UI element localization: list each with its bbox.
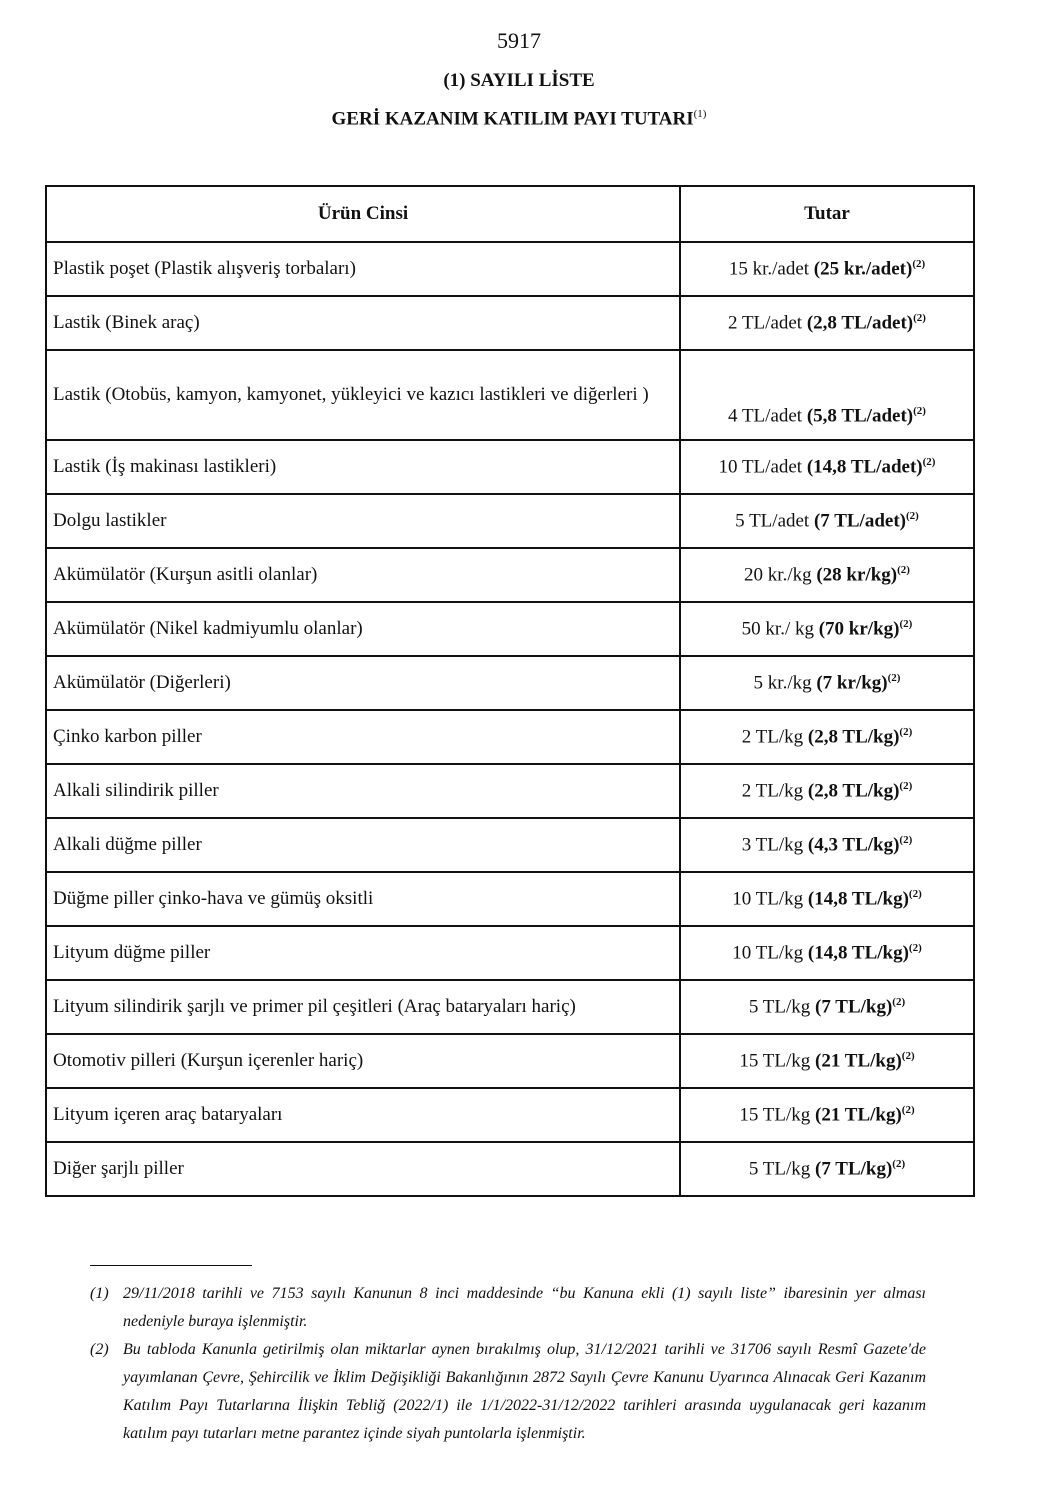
table-row [46,710,974,764]
updated-amount: (14,8 TL/kg) [807,942,909,964]
base-amount: 2 TL/kg [741,780,804,802]
base-amount: 3 TL/kg [741,834,804,856]
updated-amount: (7 kr/kg) [816,672,888,694]
amount-cell [680,548,974,602]
product-type-cell: Akümülatör (Diğerleri) [46,656,680,710]
footnote-ref: (2) [913,404,926,417]
updated-amount: (4,3 TL/kg) [807,834,900,856]
amount-cell [680,296,974,350]
product-type-cell: Düğme piller çinko-hava ve gümüş oksitli [46,872,680,926]
amount-cell [680,710,974,764]
amount-cell [680,1034,974,1088]
table-row [46,242,974,296]
table-row [46,926,974,980]
table-row [46,872,974,926]
amount-cell [680,926,974,980]
footnote-ref: (2) [901,1049,915,1062]
footnote-text: Bu tabloda Kanunla getirilmiş olan miktarlar aynen bırakılmış olup, 31/12/2021 tarihli ve 31706 sayılı Resmî Gazete'de yayımlanan Çevre, Şehircilik ve İklim Değişikliği Bakanlığının 2872 Sayılı Çevre Kanunu Uyarınca Alınacak Geri Kazanım Katılım Payı Tutarlarına İlişkin Tebliğ (2022/1) ile 1/1/2022-31/12/2022 tarihleri arasında uygulanacak geri kazanım katılım payı tutarları metne parantez içinde siyah puntolarla işlenmiştir. [123,1341,926,1442]
footnote-ref: (2) [892,1157,906,1170]
product-type-cell: Otomotiv pilleri (Kurşun içerenler hariç) [46,1034,680,1088]
base-amount: 10 TL/kg [732,942,804,964]
footnote-ref: (2) [913,311,926,324]
product-type-cell: Lastik (İş makinası lastikleri) [46,440,680,494]
updated-amount: (2,8 TL/adet) [806,312,914,334]
base-amount: 2 TL/adet [728,312,803,334]
footnote-1 [90,1280,926,1336]
table-row [46,818,974,872]
product-type-cell: Plastik poşet (Plastik alışveriş torbaları) [46,242,680,296]
product-type-cell: Lastik (Binek araç) [46,296,680,350]
table-row [46,1034,974,1088]
updated-amount: (7 TL/adet) [813,510,906,532]
base-amount: 50 kr./ kg [741,618,814,640]
footnote-ref: (2) [912,257,926,270]
amount-cell [680,980,974,1034]
base-amount: 15 kr./adet [728,258,810,280]
footnote-ref: (2) [908,887,922,900]
product-type-cell: Akümülatör (Nikel kadmiyumlu olanlar) [46,602,680,656]
table-row [46,494,974,548]
footnote-ref: (2) [908,941,922,954]
product-type-cell: Alkali düğme piller [46,818,680,872]
footnote-divider [90,1265,252,1266]
table-body [46,242,974,1196]
table-row [46,296,974,350]
base-amount: 4 TL/adet [728,405,803,426]
product-type-cell: Akümülatör (Kurşun asitli olanlar) [46,548,680,602]
updated-amount: (21 TL/kg) [815,1104,902,1126]
footnote-ref: (2) [897,563,910,576]
updated-amount: (7 TL/kg) [815,996,893,1018]
base-amount: 20 kr./kg [744,564,812,586]
list-title: (1) SAYILI LİSTE [443,70,595,91]
base-amount: 15 TL/kg [739,1104,811,1126]
footnote-2 [90,1336,926,1448]
document-title-footnote-ref: (1) [693,108,707,120]
product-type-cell: Alkali silindirik piller [46,764,680,818]
table-row [46,1142,974,1196]
amount-cell [680,1088,974,1142]
header-product-type: Ürün Cinsi [46,186,680,242]
base-amount: 5 kr./kg [753,672,812,694]
footnote-ref: (2) [899,617,913,630]
table-row [46,548,974,602]
footnote-ref: (2) [887,671,901,684]
footnote-ref: (2) [899,833,913,846]
footnote-text: 29/11/2018 tarihli ve 7153 sayılı Kanunun 8 inci maddesinde “bu Kanuna ekli (1) sayılı liste” ibaresinin yer alması nedeniyle buraya işlenmiştir. [123,1285,926,1330]
header-amount: Tutar [680,186,974,242]
footnote-mark: (1) [90,1285,109,1302]
amount-cell [680,602,974,656]
product-type-cell: Lityum düğme piller [46,926,680,980]
fee-table [45,185,975,1197]
base-amount: 10 TL/adet [718,456,803,478]
document-title-text: GERİ KAZANIM KATILIM PAYI TUTARI [331,108,694,130]
updated-amount: (25 kr./adet) [813,258,913,280]
footnote-ref: (2) [901,1103,915,1116]
footnote-ref: (2) [905,509,919,522]
updated-amount: (2,8 TL/kg) [807,780,900,802]
product-type-cell: Lastik (Otobüs, kamyon, kamyonet, yükleyici ve kazıcı lastikleri ve diğerleri ) [46,350,680,440]
updated-amount: (2,8 TL/kg) [807,726,900,748]
table-row [46,602,974,656]
footnote-mark: (2) [90,1341,109,1358]
updated-amount: (28 kr/kg) [816,564,898,586]
table-row [46,1088,974,1142]
amount-cell [680,818,974,872]
updated-amount: (14,8 TL/kg) [807,888,909,910]
updated-amount: (70 kr/kg) [818,618,900,640]
product-type-cell: Lityum içeren araç bataryaları [46,1088,680,1142]
amount-cell [680,1142,974,1196]
table-row [46,440,974,494]
table-row [46,764,974,818]
table-header-row [46,186,974,242]
amount-cell [680,764,974,818]
base-amount: 15 TL/kg [739,1050,811,1072]
page-number: 5917 [497,28,541,53]
table-row [46,980,974,1034]
updated-amount: (5,8 TL/adet) [806,405,914,426]
amount-cell [680,242,974,296]
amount-cell [680,656,974,710]
footnote-ref: (2) [899,725,913,738]
amount-cell [680,350,974,440]
updated-amount: (7 TL/kg) [815,1158,893,1180]
table-row [46,350,974,440]
footnote-ref: (2) [922,455,936,468]
base-amount: 5 TL/kg [748,996,811,1018]
updated-amount: (14,8 TL/adet) [806,456,923,478]
amount-cell [680,494,974,548]
base-amount: 2 TL/kg [741,726,804,748]
footnote-ref: (2) [892,995,906,1008]
base-amount: 5 TL/kg [748,1158,811,1180]
table-row [46,656,974,710]
base-amount: 10 TL/kg [732,888,804,910]
footnotes [90,1280,926,1448]
amount-cell [680,440,974,494]
product-type-cell: Çinko karbon piller [46,710,680,764]
product-type-cell: Diğer şarjlı piller [46,1142,680,1196]
footnote-ref: (2) [899,779,913,792]
product-type-cell: Lityum silindirik şarjlı ve primer pil çeşitleri (Araç bataryaları hariç) [46,980,680,1034]
base-amount: 5 TL/adet [735,510,810,532]
document-title [0,108,1038,130]
product-type-cell: Dolgu lastikler [46,494,680,548]
updated-amount: (21 TL/kg) [815,1050,902,1072]
amount-cell [680,872,974,926]
